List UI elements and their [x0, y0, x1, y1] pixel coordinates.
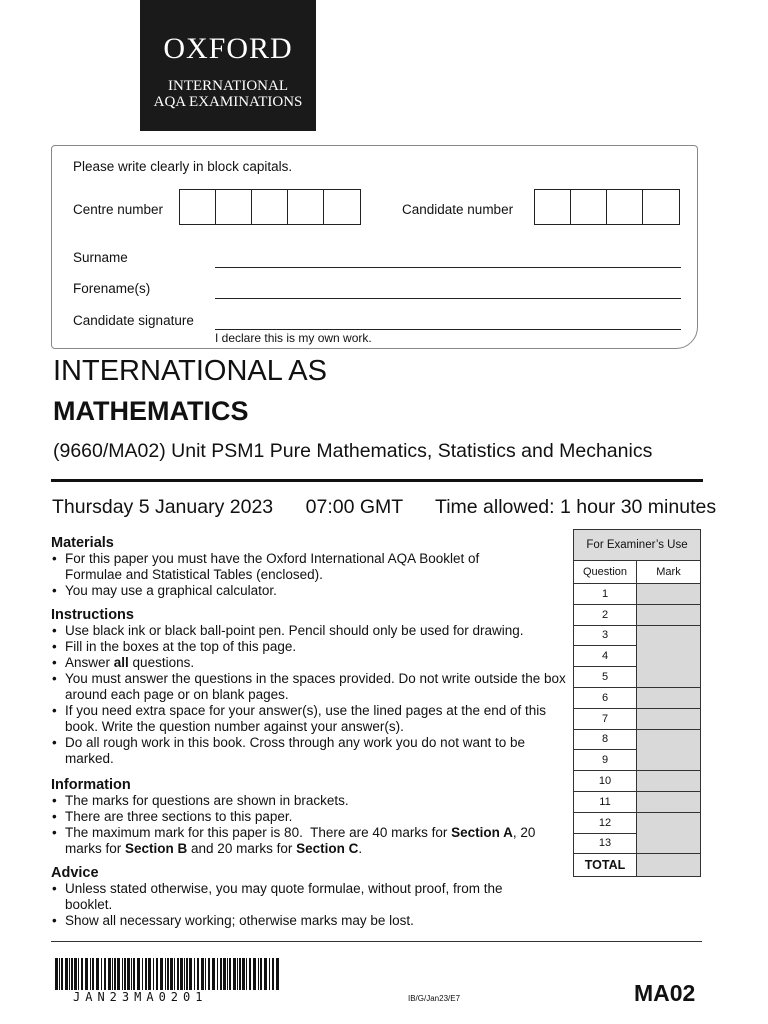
- qualification-title: INTERNATIONAL AS: [53, 355, 327, 387]
- mark-column-header: Mark: [637, 561, 701, 584]
- table-row: [574, 812, 701, 833]
- table-row: [574, 791, 701, 812]
- question-number-cell: 2: [574, 604, 637, 625]
- centre-digit-box[interactable]: [324, 190, 360, 224]
- table-row: [574, 771, 701, 792]
- title-divider: [51, 479, 703, 482]
- list-item: • Unless stated otherwise, you may quote formulae, without proof, from the booklet.: [51, 881, 573, 913]
- mark-cell: [637, 812, 701, 854]
- question-column-header: Question: [574, 561, 637, 584]
- candidate-number-label: Candidate number: [402, 202, 514, 217]
- block-capitals-instruction: Please write clearly in block capitals.: [73, 159, 293, 174]
- subject-title: MATHEMATICS: [53, 396, 249, 426]
- mark-cell: [637, 791, 701, 812]
- mark-cell: [637, 771, 701, 792]
- candidate-digit-box[interactable]: [643, 190, 679, 224]
- examiner-table-heading: For Examiner’s Use: [574, 530, 701, 561]
- mark-cell: [637, 584, 701, 605]
- question-number-cell: 11: [574, 791, 637, 812]
- centre-digit-box[interactable]: [180, 190, 216, 224]
- exam-time: 07:00 GMT: [305, 496, 403, 518]
- mark-cell: [637, 604, 701, 625]
- candidate-digit-box[interactable]: [535, 190, 571, 224]
- materials-section: [51, 535, 573, 599]
- footer-divider: [51, 941, 702, 942]
- centre-number-label: Centre number: [73, 202, 164, 217]
- mark-cell: [637, 625, 701, 687]
- signature-label: Candidate signature: [73, 313, 194, 328]
- question-number-cell: 9: [574, 750, 637, 771]
- surname-label: Surname: [73, 250, 128, 265]
- surname-field[interactable]: [215, 267, 681, 268]
- table-row: [574, 625, 701, 646]
- list-item: • Do all rough work in this book. Cross through any work you do not want to be marked.: [51, 735, 573, 767]
- centre-digit-box[interactable]: [252, 190, 288, 224]
- barcode-text: JAN23MA0201: [73, 990, 208, 1004]
- question-number-cell: 7: [574, 708, 637, 729]
- max-mark-text: The maximum mark for this paper is 80. There are 40 marks for Section A, 20 marks for Section B and 20 marks for Section C.: [65, 825, 536, 856]
- list-item: [51, 825, 573, 857]
- document-reference: IB/G/Jan23/E7: [408, 994, 461, 1003]
- question-number-cell: 6: [574, 687, 637, 708]
- total-label: TOTAL: [574, 854, 637, 877]
- list-item: • The marks for questions are shown in brackets.: [51, 793, 573, 809]
- total-mark-cell: [637, 854, 701, 877]
- question-number-cell: 8: [574, 729, 637, 750]
- table-row: [574, 708, 701, 729]
- list-item: [51, 655, 573, 671]
- candidate-number-field[interactable]: [534, 189, 680, 225]
- centre-number-field[interactable]: [179, 189, 361, 225]
- mark-cell: [637, 729, 701, 771]
- centre-digit-box[interactable]: [216, 190, 252, 224]
- logo-oxford-text: OXFORD: [163, 32, 293, 65]
- question-number-cell: 5: [574, 667, 637, 688]
- forename-label: Forename(s): [73, 281, 151, 296]
- candidate-digit-box[interactable]: [571, 190, 607, 224]
- list-item: • Show all necessary working; otherwise marks may be lost.: [51, 913, 573, 929]
- list-item: • You must answer the questions in the spaces provided. Do not write outside the box around each page or on blank pages.: [51, 671, 573, 703]
- list-item: • You may use a graphical calculator.: [51, 583, 573, 599]
- table-row: [574, 687, 701, 708]
- advice-section: [51, 865, 573, 929]
- question-number-cell: 1: [574, 584, 637, 605]
- declaration-text: I declare this is my own work.: [215, 331, 372, 345]
- list-item: • Use black ink or black ball-point pen. Pencil should only be used for drawing.: [51, 623, 573, 639]
- table-row: [574, 729, 701, 750]
- exam-date: Thursday 5 January 2023: [52, 496, 274, 518]
- mark-cell: [637, 708, 701, 729]
- list-item: • For this paper you must have the Oxford International AQA Booklet of Formulae and Statistical Tables (enclosed).: [51, 551, 573, 583]
- logo-aqa-text: AQA EXAMINATIONS: [153, 94, 303, 110]
- candidate-details-box: [51, 145, 698, 349]
- table-row: [574, 604, 701, 625]
- signature-field[interactable]: [215, 329, 681, 330]
- advice-heading: Advice: [51, 865, 99, 881]
- forename-field[interactable]: [215, 298, 681, 299]
- paper-code: MA02: [634, 980, 696, 1006]
- answer-all-text: Answer all questions.: [65, 655, 195, 670]
- unit-title: (9660/MA02) Unit PSM1 Pure Mathematics, Statistics and Mechanics: [53, 440, 653, 462]
- question-number-cell: 3: [574, 625, 637, 646]
- information-heading: Information: [51, 777, 131, 793]
- list-item: • Fill in the boxes at the top of this page.: [51, 639, 573, 655]
- candidate-digit-box[interactable]: [607, 190, 643, 224]
- time-allowed: Time allowed: 1 hour 30 minutes: [435, 496, 717, 518]
- mark-cell: [637, 687, 701, 708]
- question-number-cell: 4: [574, 646, 637, 667]
- instructions-heading: Instructions: [51, 607, 134, 623]
- information-section: [51, 777, 573, 857]
- oxford-aqa-logo: [140, 0, 316, 131]
- examiner-use-table: [573, 529, 701, 877]
- question-number-cell: 13: [574, 833, 637, 854]
- logo-international-text: INTERNATIONAL: [168, 78, 288, 94]
- centre-digit-box[interactable]: [288, 190, 324, 224]
- barcode-image: [55, 958, 281, 990]
- materials-heading: Materials: [51, 535, 114, 551]
- question-number-cell: 10: [574, 771, 637, 792]
- exam-date-line: [52, 496, 716, 519]
- table-row: [574, 584, 701, 605]
- instructions-section: [51, 607, 573, 767]
- list-item: • If you need extra space for your answer(s), use the lined pages at the end of this book. Write the question number against your answer(s).: [51, 703, 573, 735]
- list-item: • There are three sections to this paper.: [51, 809, 573, 825]
- question-number-cell: 12: [574, 812, 637, 833]
